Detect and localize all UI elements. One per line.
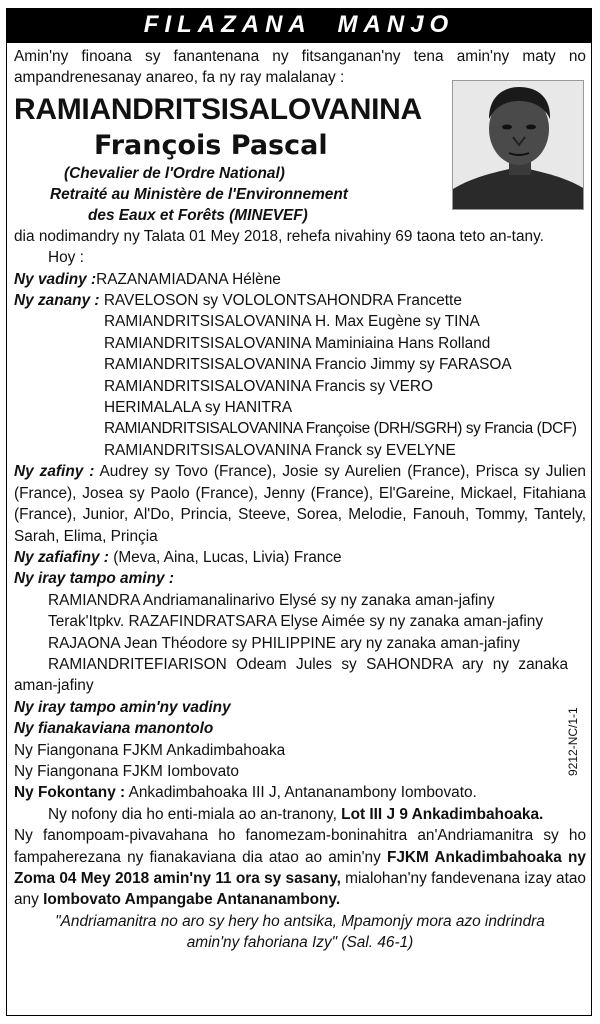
fokontany-line [14, 782, 586, 803]
church-item: Ny Fiangonana FJKM Iombovato [14, 762, 239, 780]
title-line-1: (Chevalier de l'Ordre National) [64, 164, 285, 182]
fokontany-value: Ankadimbahoaka III J, Antananambony Iombovato. [128, 784, 477, 802]
whole-family-label: Ny fianakaviana manontolo [14, 720, 214, 738]
grandchildren-label: Ny zafiny : [14, 463, 95, 481]
siblings-label: Ny iray tampo aminy : [14, 570, 174, 588]
notice-body [14, 46, 586, 954]
sibling-item: Terak'Itpkv. RAZAFINDRATSARA Elyse Aimée sy ny zanaka aman-jafiny [48, 613, 544, 631]
grandchildren-value: Audrey sy Tovo (France), Josie sy Aurelien (France), Prisca sy Julien (France), Josea sy Paolo (France), Jenny (France), El'Gareine, Mickael, Fitahiana (France), Junior, Al'Do, Princia, Steeve, Sorea, Melodie, Fanouh, Tommy, Tantely, Sarah, Elima, Prinçia [14, 463, 586, 545]
great-grandchildren-value: (Meva, Aina, Lucas, Livia) France [113, 548, 342, 566]
service-text-1: Ny fanompoam-pivavahana ho fanomezam-boninahitra an'Andriamanitra sy ho fampaherezana ny fianakaviana dia atao ao amin'ny [14, 827, 586, 866]
great-grandchildren-line [14, 547, 586, 568]
burial-place: Iombovato Ampangabe Antananambony. [43, 891, 341, 909]
hoy-text: Hoy : [48, 249, 84, 267]
body-location-line [14, 804, 586, 825]
title-line-2: Retraité au Ministère de l'Environnement [50, 185, 348, 203]
deceased-surname: RAMIANDRITSISALOVANINA [14, 92, 422, 126]
body-location-text: Ny nofony dia ho enti-miala ao an-tranony, [48, 805, 342, 823]
children-item: HERIMALALA sy HANITRA [104, 399, 293, 417]
children-section [14, 290, 586, 461]
intro-text: Amin'ny finoana sy fanantenana ny fitsanganan'ny tena amin'ny maty no ampandrenesanay anareo, fa ny ray malalanay : [14, 48, 586, 87]
great-grandchildren-label: Ny zafiafiny : [14, 548, 109, 566]
service-text-2: mialohan'ny fandevenana izay atao any [14, 870, 586, 909]
sibling-item: RAMIANDRITEFIARISON Odeam Jules sy SAHONDRA ary ny zanaka aman-jafiny [14, 655, 568, 695]
deceased-given-names: François Pascal [94, 129, 328, 161]
church-item: Ny Fiangonana FJKM Ankadimbahoaka [14, 741, 286, 759]
closing-quote: "Andriamanitra no aro sy hery ho antsika, Mpamonjy mora azo indrindra amin'ny fahoriana Izy" (Sal. 46-1) [55, 912, 545, 952]
spouse-line [14, 269, 586, 290]
fokontany-label: Ny Fokontany : [14, 784, 126, 802]
children-item: RAMIANDRITSISALOVANINA Franck sy EVELYNE [104, 441, 456, 459]
spouse-siblings-label: Ny iray tampo amin'ny vadiny [14, 698, 231, 716]
children-item: RAMIANDRITSISALOVANINA Françoise (DRH/SGRH) sy Francia (DCF) [104, 420, 577, 438]
title-line-3: des Eaux et Forêts (MINEVEF) [88, 206, 308, 224]
children-item: RAVELOSON sy VOLOLONTSAHONDRA Francette [103, 292, 462, 310]
body-location-address: Lot III J 9 Ankadimbahoaka. [341, 805, 544, 823]
children-item: RAMIANDRITSISALOVANINA H. Max Eugène sy TINA [104, 313, 480, 331]
spouse-value: RAZANAMIADANA Hélène [96, 270, 281, 288]
sibling-item: RAJAONA Jean Théodore sy PHILIPPINE ary ny zanaka aman-jafiny [48, 634, 520, 652]
service-paragraph [14, 825, 586, 911]
notice-header: FILAZANA MANJO [6, 8, 592, 42]
sibling-item: RAMIANDRA Andriamanalinarivo Elysé sy ny zanaka aman-jafiny [48, 591, 495, 609]
children-item: RAMIANDRITSISALOVANINA Maminiaina Hans Rolland [104, 334, 491, 352]
grandchildren-paragraph [14, 461, 586, 547]
service-details: FJKM Ankadimbahoaka ny Zoma 04 Mey 2018 amin'ny 11 ora sy sasany, [14, 848, 586, 887]
children-item: RAMIANDRITSISALOVANINA Francio Jimmy sy FARASOA [104, 356, 512, 374]
children-label: Ny zanany : [14, 292, 100, 310]
death-notice: dia nodimandry ny Talata 01 Mey 2018, rehefa nivahiny 69 taona teto an-tany. [14, 227, 544, 245]
children-item: RAMIANDRITSISALOVANINA Francis sy VERO [104, 377, 433, 395]
reference-code: 9212-NC/1-1 [566, 707, 580, 776]
spouse-label: Ny vadiny : [14, 270, 97, 288]
